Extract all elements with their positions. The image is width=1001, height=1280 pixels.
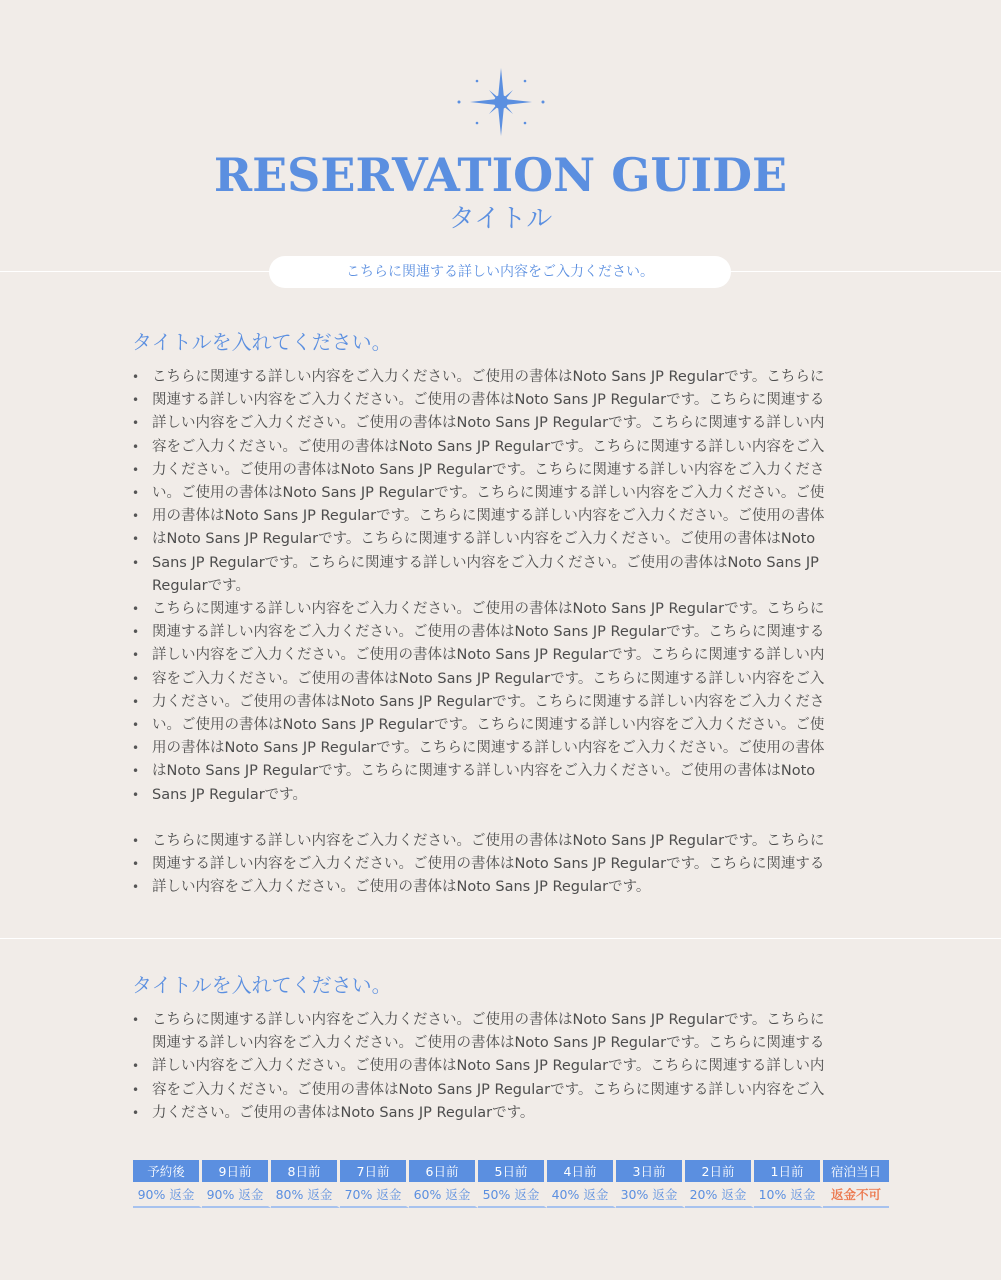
table-header-cell: 5日前 [478,1160,547,1182]
table-cell: 90% 返金 [202,1182,271,1208]
list-item: • 詳しい内容をご入力ください。ご使用の書体はNoto Sans JP Regularです。こちらに関連する詳しい内 [132,1055,872,1078]
list-item: Regularです。 [152,577,250,594]
table-header-cell: 2日前 [685,1160,754,1182]
table-header-cell: 9日前 [202,1160,271,1182]
table-cell: 20% 返金 [685,1182,754,1208]
table-cell: 60% 返金 [409,1182,478,1208]
list-item: • 詳しい内容をご入力ください。ご使用の書体はNoto Sans JP Regularです。こちらに関連する詳しい内 [132,644,872,667]
table-cell: 返金不可 [823,1182,889,1208]
table-cell: 30% 返金 [616,1182,685,1208]
bullet-list [132,366,872,900]
list-item: • 容をご入力ください。ご使用の書体はNoto Sans JP Regularです。こちらに関連する詳しい内容をご入 [132,668,872,691]
bullet-list [132,1009,872,1125]
section-title: タイトルを入れてください。 [132,330,392,354]
list-item: • 力ください。ご使用の書体はNoto Sans JP Regularです。こちらに関連する詳しい内容をご入力くださ [132,459,872,482]
table-row [133,1182,889,1208]
list-item: • い。ご使用の書体はNoto Sans JP Regularです。こちらに関連する詳しい内容をご入力ください。ご使 [132,482,872,505]
table-cell: 90% 返金 [133,1182,202,1208]
list-item: • 用の書体はNoto Sans JP Regularです。こちらに関連する詳しい内容をご入力ください。ご使用の書体 [132,737,872,760]
list-item: • Sans JP Regularです。 [132,784,872,807]
list-item: • 力ください。ご使用の書体はNoto Sans JP Regularです。こちらに関連する詳しい内容をご入力くださ [132,691,872,714]
list-item: • 関連する詳しい内容をご入力ください。ご使用の書体はNoto Sans JP Regularです。こちらに関連する [132,621,872,644]
list-item: • Sans JP Regularです。こちらに関連する詳しい内容をご入力ください。ご使用の書体はNoto Sans JP [132,552,872,575]
refund-table [133,1160,889,1208]
table-header-row [133,1160,889,1182]
list-item: • 力ください。ご使用の書体はNoto Sans JP Regularです。 [132,1102,872,1125]
intro-pill: こちらに関連する詳しい内容をご入力ください。 [269,256,731,288]
table-header-cell: 8日前 [271,1160,340,1182]
list-item: • こちらに関連する詳しい内容をご入力ください。ご使用の書体はNoto Sans JP Regularです。こちらに [132,598,872,621]
table-header-cell: 3日前 [616,1160,685,1182]
list-item: • 関連する詳しい内容をご入力ください。ご使用の書体はNoto Sans JP Regularです。こちらに関連する [132,853,872,876]
divider [0,938,1001,939]
list-item: • 用の書体はNoto Sans JP Regularです。こちらに関連する詳しい内容をご入力ください。ご使用の書体 [132,505,872,528]
list-item: 関連する詳しい内容をご入力ください。ご使用の書体はNoto Sans JP Regularです。こちらに関連する [152,1035,825,1052]
table-cell: 80% 返金 [271,1182,340,1208]
table-cell: 10% 返金 [754,1182,823,1208]
sparkle-star-icon [456,66,546,138]
list-item: • こちらに関連する詳しい内容をご入力ください。ご使用の書体はNoto Sans JP Regularです。こちらに [132,366,872,389]
list-item: • 関連する詳しい内容をご入力ください。ご使用の書体はNoto Sans JP Regularです。こちらに関連する [132,389,872,412]
table-header-cell: 7日前 [340,1160,409,1182]
page-subtitle: タイトル [448,204,553,234]
table-cell: 50% 返金 [478,1182,547,1208]
list-item: • こちらに関連する詳しい内容をご入力ください。ご使用の書体はNoto Sans JP Regularです。こちらに [132,830,872,853]
table-header-cell: 6日前 [409,1160,478,1182]
page-title: RESERVATION GUIDE [213,148,788,202]
table-header-cell: 1日前 [754,1160,823,1182]
table-header-cell: 宿泊当日 [823,1160,889,1182]
list-item: • 詳しい内容をご入力ください。ご使用の書体はNoto Sans JP Regularです。こちらに関連する詳しい内 [132,412,872,435]
table-header-cell: 予約後 [133,1160,202,1182]
list-item: • はNoto Sans JP Regularです。こちらに関連する詳しい内容をご入力ください。ご使用の書体はNoto [132,760,872,783]
list-item: • はNoto Sans JP Regularです。こちらに関連する詳しい内容をご入力ください。ご使用の書体はNoto [132,528,872,551]
list-item [132,807,872,830]
table-header-cell: 4日前 [547,1160,616,1182]
table-cell: 70% 返金 [340,1182,409,1208]
list-item: • こちらに関連する詳しい内容をご入力ください。ご使用の書体はNoto Sans JP Regularです。こちらに [132,1009,872,1032]
table-cell: 40% 返金 [547,1182,616,1208]
list-item: • い。ご使用の書体はNoto Sans JP Regularです。こちらに関連する詳しい内容をご入力ください。ご使 [132,714,872,737]
list-item: • 容をご入力ください。ご使用の書体はNoto Sans JP Regularです。こちらに関連する詳しい内容をご入 [132,436,872,459]
list-item: • 容をご入力ください。ご使用の書体はNoto Sans JP Regularです。こちらに関連する詳しい内容をご入 [132,1079,872,1102]
list-item: • 詳しい内容をご入力ください。ご使用の書体はNoto Sans JP Regularです。 [132,876,872,899]
section-title: タイトルを入れてください。 [132,973,392,997]
